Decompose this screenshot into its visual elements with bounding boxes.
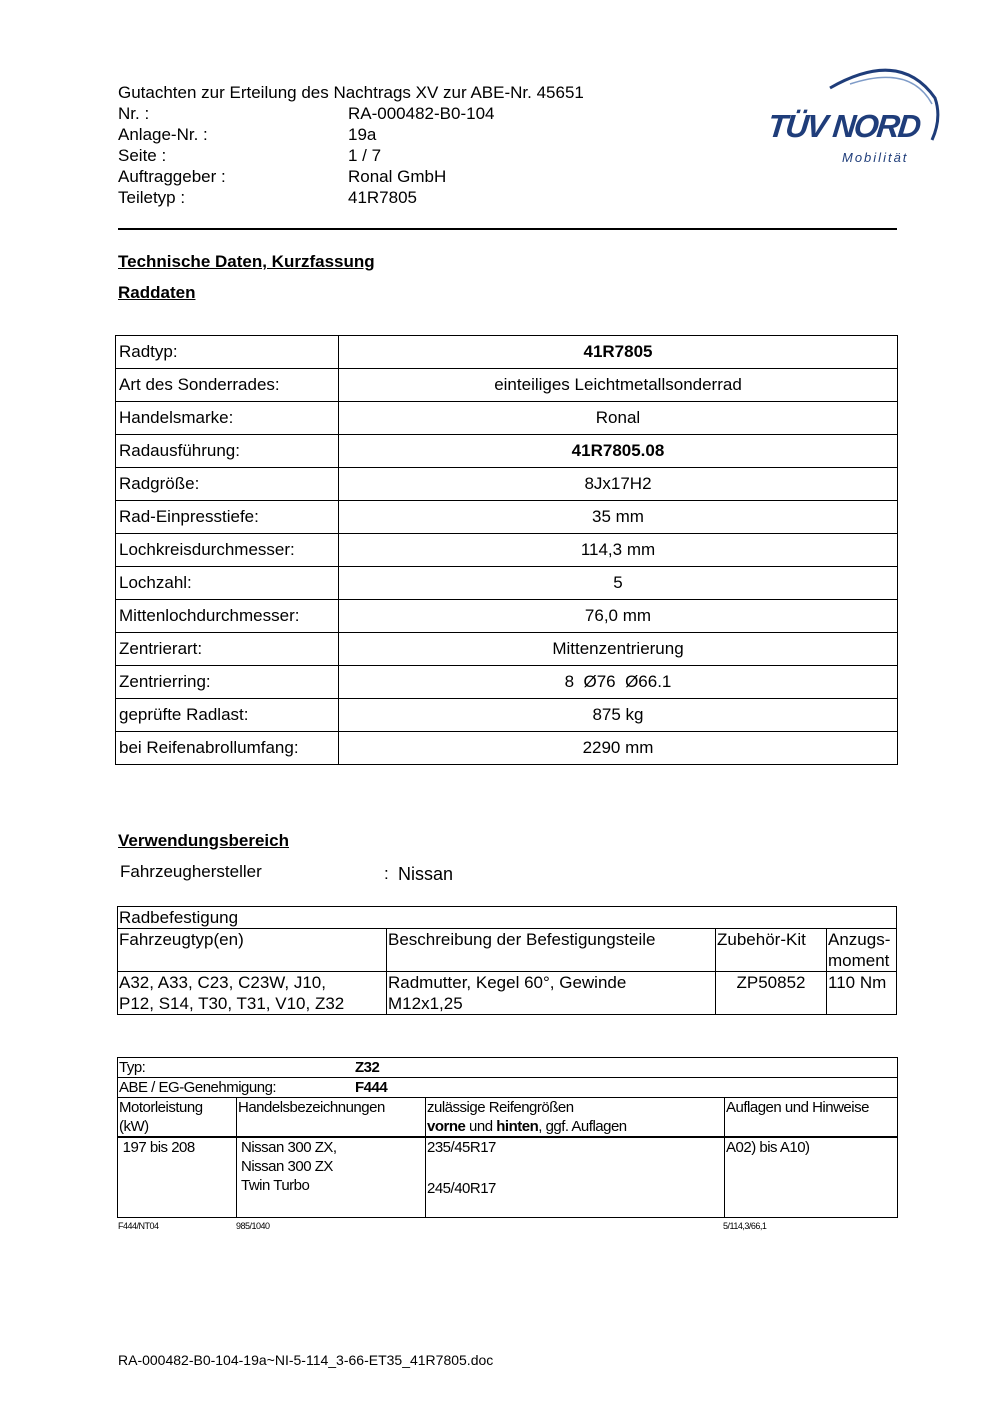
header-row-seite <box>118 145 638 166</box>
table-row <box>116 732 898 765</box>
cell-line: Nissan 300 ZX <box>241 1158 333 1175</box>
cell-line: M12x1,25 <box>388 994 463 1013</box>
table-row <box>118 1137 898 1217</box>
table-row <box>116 567 898 600</box>
fahrzeughersteller-label: Fahrzeughersteller <box>120 862 262 881</box>
table-row <box>118 907 897 929</box>
table-row <box>116 402 898 435</box>
table-row <box>116 600 898 633</box>
header-beschreibung: Beschreibung der Befestigungsteile <box>387 929 716 972</box>
cell-line: P12, S14, T30, T31, V10, Z32 <box>119 994 345 1013</box>
header-value: RA-000482-B0-104 <box>348 104 495 123</box>
row-label: Handelsmarke: <box>116 402 339 435</box>
header-anzugsmoment-line: moment <box>828 951 890 970</box>
header-line: Motorleistung <box>119 1099 203 1116</box>
table-row <box>116 699 898 732</box>
radbefestigung-table <box>117 906 897 1015</box>
row-label: Lochkreisdurchmesser: <box>116 534 339 567</box>
header-row-auftraggeber <box>118 166 638 187</box>
row-value: Ronal <box>339 402 898 435</box>
table-row <box>116 501 898 534</box>
cell-anzugsmoment: 110 Nm <box>827 972 897 1015</box>
document-footer: RA-000482-B0-104-19a~NI-5-114_3-66-ET35_41R7805.doc <box>118 1352 494 1368</box>
header-reifengroessen <box>426 1098 725 1138</box>
code-lochkreis: 5/114,3/66,1 <box>723 1221 767 1231</box>
document-title: Gutachten zur Erteilung des Nachtrags XV zur ABE-Nr. 45651 <box>118 83 584 102</box>
header-line <box>427 1117 723 1136</box>
abe-label: ABE / EG-Genehmigung: <box>119 1079 277 1096</box>
section-heading-verwendungsbereich: Verwendungsbereich <box>118 831 289 850</box>
header-value: 1 / 7 <box>348 146 382 165</box>
table-row <box>116 336 898 369</box>
fahrzeughersteller-value: Nissan <box>398 864 454 884</box>
header-fahrzeugtyp: Fahrzeugtyp(en) <box>118 929 387 972</box>
row-value: Mittenzentrierung <box>339 633 898 666</box>
fahrzeughersteller-colon: : <box>384 864 389 883</box>
cell-line: Twin Turbo <box>241 1177 310 1194</box>
row-value: 8Jx17H2 <box>339 468 898 501</box>
cell-fahrzeugtypen <box>118 972 387 1015</box>
row-label: Radtyp: <box>116 336 339 369</box>
table-row <box>116 633 898 666</box>
header-label: Auftraggeber : <box>118 167 226 186</box>
header-label: Nr. : <box>118 104 150 123</box>
logo-wordmark: TÜV NORD <box>766 108 922 144</box>
table-header-row <box>118 1098 898 1138</box>
header-label: Seite : <box>118 146 167 165</box>
row-value: 41R7805 <box>339 336 898 369</box>
row-label: Lochzahl: <box>116 567 339 600</box>
header-hinten: hinten <box>496 1118 539 1135</box>
row-label: Art des Sonderrades: <box>116 369 339 402</box>
header-value: 41R7805 <box>348 188 418 207</box>
header-label: Teiletyp : <box>118 188 186 207</box>
header-line: zulässige Reifengrößen <box>427 1099 574 1116</box>
header-und: und <box>465 1118 497 1135</box>
table-row <box>118 1058 898 1078</box>
cell-motorleistung: 197 bis 208 <box>118 1137 237 1217</box>
header-motorleistung <box>118 1098 237 1138</box>
header-auflagen: Auflagen und Hinweise <box>725 1098 898 1138</box>
cell-line: Nissan 300 ZX, <box>241 1139 337 1156</box>
cell-line: A32, A33, C23, C23W, J10, <box>119 973 326 992</box>
table-row <box>118 1078 898 1098</box>
header-line: (kW) <box>119 1118 149 1135</box>
tuv-nord-logo <box>760 58 950 178</box>
row-label: Rad-Einpresstiefe: <box>116 501 339 534</box>
code-f444: F444/NT04 <box>118 1221 159 1231</box>
header-label: Anlage-Nr. : <box>118 125 208 144</box>
document-header <box>118 82 638 208</box>
cell-line: 235/45R17 <box>427 1139 496 1156</box>
table-row <box>116 369 898 402</box>
header-rest: , ggf. Auflagen <box>538 1118 627 1135</box>
row-label: Radausführung: <box>116 435 339 468</box>
row-label: Zentrierart: <box>116 633 339 666</box>
row-value: 2290 mm <box>339 732 898 765</box>
abe-row <box>118 1078 898 1098</box>
typ-label: Typ: <box>119 1059 146 1076</box>
row-value: 5 <box>339 567 898 600</box>
row-label: geprüfte Radlast: <box>116 699 339 732</box>
header-handelsbezeichnungen: Handelsbezeichnungen <box>237 1098 426 1138</box>
header-value: Ronal GmbH <box>348 167 447 186</box>
row-value: einteiliges Leichtmetallsonderrad <box>339 369 898 402</box>
section-heading-raddaten: Raddaten <box>118 283 196 302</box>
row-value: 114,3 mm <box>339 534 898 567</box>
table-row <box>116 666 898 699</box>
table-row <box>116 534 898 567</box>
row-label: Radgröße: <box>116 468 339 501</box>
row-value: 41R7805.08 <box>339 435 898 468</box>
header-zubehoer-kit: Zubehör-Kit <box>716 929 827 972</box>
header-anzugsmoment-line: Anzugs- <box>828 930 891 949</box>
row-value: 35 mm <box>339 501 898 534</box>
logo-subtitle: Mobilität <box>842 150 909 165</box>
code-985: 985/1040 <box>236 1221 270 1231</box>
cell-line: 245/40R17 <box>427 1180 496 1197</box>
header-vorne: vorne <box>427 1118 466 1135</box>
table-header-row <box>118 929 897 972</box>
row-value: 76,0 mm <box>339 600 898 633</box>
header-divider <box>118 228 897 230</box>
typ-value: Z32 <box>355 1059 380 1076</box>
header-row-anlage <box>118 124 638 145</box>
typ-table <box>117 1057 898 1218</box>
cell-line: Radmutter, Kegel 60°, Gewinde <box>388 973 627 992</box>
header-value: 19a <box>348 125 377 144</box>
cell-beschreibung <box>387 972 716 1015</box>
header-row-nr <box>118 103 638 124</box>
row-value: 875 kg <box>339 699 898 732</box>
row-value: 8 Ø76 Ø66.1 <box>339 666 898 699</box>
table-row <box>116 435 898 468</box>
cell-zubehoer-kit: ZP50852 <box>716 972 827 1015</box>
cell-auflagen: A02) bis A10) <box>725 1137 898 1217</box>
row-label: bei Reifenabrollumfang: <box>116 732 339 765</box>
header-row-teiletyp <box>118 187 638 208</box>
radbefestigung-title: Radbefestigung <box>118 907 897 929</box>
table-row <box>116 468 898 501</box>
raddaten-table <box>115 335 898 765</box>
abe-value: F444 <box>355 1079 388 1096</box>
table-row <box>118 972 897 1015</box>
header-anzugsmoment <box>827 929 897 972</box>
section-heading-technische-daten: Technische Daten, Kurzfassung <box>118 252 375 271</box>
typ-row <box>118 1058 898 1078</box>
row-label: Zentrierring: <box>116 666 339 699</box>
row-label: Mittenlochdurchmesser: <box>116 600 339 633</box>
cell-handelsbezeichnungen <box>237 1137 426 1217</box>
cell-reifengroessen <box>426 1137 725 1217</box>
